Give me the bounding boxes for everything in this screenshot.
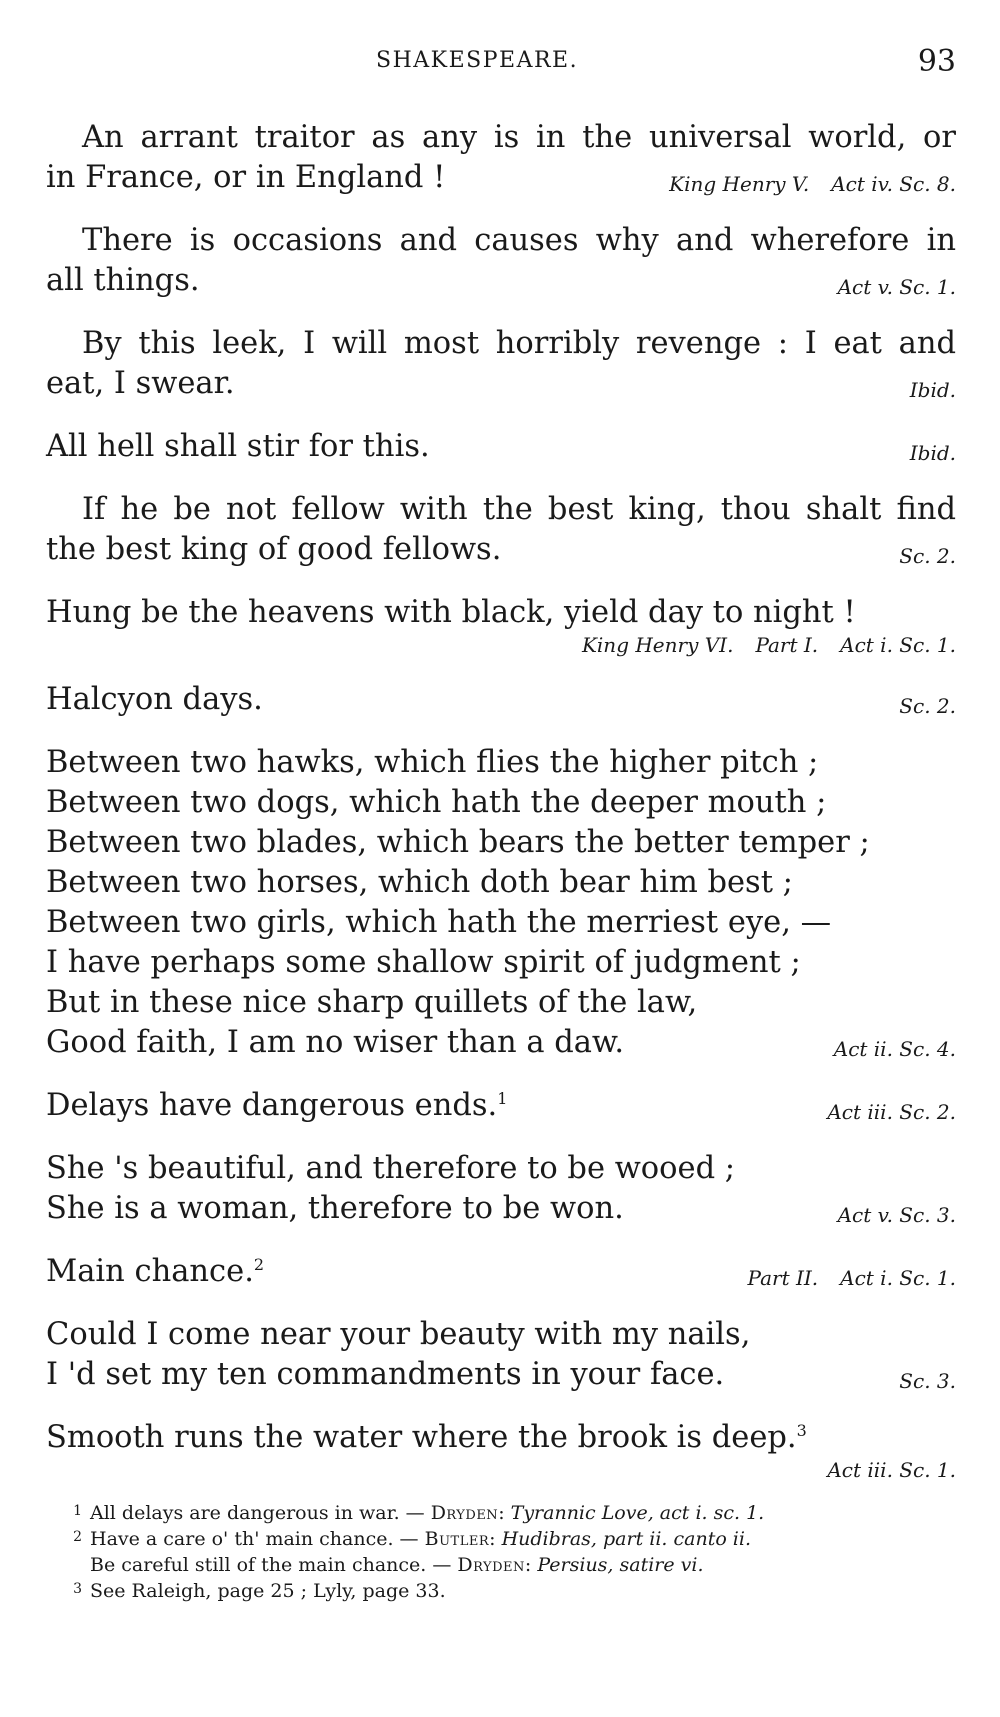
page-number: 93 [917, 44, 956, 79]
quotation-line [46, 427, 956, 467]
quotation-text: Between two blades, which bears the better temper ; [46, 825, 870, 860]
quotation-line [46, 1086, 956, 1126]
citation-part: Act iii. Sc. 1. [827, 1458, 956, 1482]
footnote-mark: 1 [73, 1503, 82, 1519]
footnote [46, 1552, 956, 1578]
running-head [46, 44, 956, 84]
quotation-line [46, 1149, 956, 1189]
citation-part: King Henry VI. [581, 633, 734, 657]
quotation [46, 1252, 956, 1292]
citation [46, 1458, 956, 1482]
quotation-line [46, 823, 956, 863]
footnote [46, 1526, 956, 1552]
quotation-text: Delays have dangerous ends. [46, 1088, 498, 1123]
quotation-line [46, 221, 956, 261]
quotation [46, 221, 956, 301]
footnote-text: Have a care o' th' main chance. — [90, 1528, 425, 1550]
footnotes [46, 1500, 956, 1604]
quotation-line [46, 943, 956, 983]
quotation-text: All hell shall stir for this. [46, 429, 430, 464]
quotation-line [46, 1189, 956, 1229]
quotation-text: There is occasions and causes why and wherefore in [82, 223, 956, 258]
book-page [46, 0, 956, 1717]
footnote-reference: 1 [497, 1088, 508, 1108]
quotation-line [46, 680, 956, 720]
footnote-text: Be careful still of the main chance. — [90, 1554, 458, 1576]
footnote-reference: 2 [253, 1254, 265, 1274]
quotation-text: Between two girls, which hath the merriest eye, — [46, 905, 832, 940]
quotation-text: eat, I swear. [46, 366, 235, 401]
citation-part: Act iv. Sc. 8. [831, 172, 956, 196]
quotation-line [46, 983, 956, 1023]
quotation-line [46, 1355, 956, 1395]
footnote-work: Persius, satire vi. [537, 1554, 704, 1576]
quotation-text: I have perhaps some shallow spirit of judgment ; [46, 945, 801, 980]
footnote-work: Tyrannic Love, act i. sc. 1. [510, 1502, 765, 1524]
quotation-text: Hung be the heavens with black, yield day to night ! [46, 595, 856, 630]
quotation [46, 1086, 956, 1126]
quotation-text: Between two hawks, which flies the higher pitch ; [46, 745, 819, 780]
citation [899, 544, 956, 568]
quotation-line [46, 1315, 956, 1355]
footnote-work: Hudibras, part ii. canto ii. [501, 1528, 752, 1550]
quotation-text: Smooth runs the water where the brook is deep. [46, 1420, 797, 1455]
citation-part: King Henry V. [669, 172, 810, 196]
quotation-line [46, 364, 956, 404]
citation-part: Act v. Sc. 3. [837, 1203, 956, 1227]
quotation-line [46, 743, 956, 783]
citation-part: Sc. 2. [899, 694, 956, 718]
quotation-line [46, 490, 956, 530]
footnote-author: Butler [424, 1528, 490, 1550]
citation-part: Ibid. [909, 378, 956, 402]
footnote-reference: 3 [796, 1420, 807, 1440]
quotation-text: the best king of good fellows. [46, 532, 502, 567]
quotation-text: If he be not fellow with the best king, thou shalt find [82, 492, 956, 527]
quotation [46, 593, 956, 657]
quotation [46, 1149, 956, 1229]
citation-part: Part II. [747, 1266, 819, 1290]
citation [838, 275, 956, 299]
citation-part: Part I. [755, 633, 819, 657]
footnote [46, 1500, 956, 1526]
footnote-text: See Raleigh, page 25 ; Lyly, page 33. [90, 1580, 446, 1602]
quotation-line [46, 903, 956, 943]
footnote [46, 1578, 956, 1604]
citation-part: Act v. Sc. 1. [837, 275, 956, 299]
citation-part: Ibid. [909, 441, 956, 465]
quotation-text: in France, or in England ! [46, 160, 446, 195]
quotation-text: An arrant traitor as any is in the universal world, or [82, 120, 956, 155]
citation [910, 378, 956, 402]
quotations-body [46, 118, 956, 1505]
quotation [46, 1418, 956, 1482]
footnote-mark: 3 [73, 1581, 82, 1597]
quotation-line [46, 783, 956, 823]
quotation [46, 743, 956, 1063]
footnote-mark: 2 [73, 1529, 82, 1545]
quotation-text: Could I come near your beauty with my nails, [46, 1317, 751, 1352]
citation [669, 172, 956, 196]
citation-part: Act i. Sc. 1. [840, 1266, 956, 1290]
quotation [46, 427, 956, 467]
quotation-line [46, 530, 956, 570]
citation [748, 1266, 956, 1290]
footnote-text: All delays are dangerous in war. — [90, 1502, 431, 1524]
quotation-line [46, 324, 956, 364]
citation-part: Act i. Sc. 1. [840, 633, 956, 657]
quotation-text: I 'd set my ten commandments in your face. [46, 1357, 725, 1392]
quotation-text: Between two horses, which doth bear him best ; [46, 865, 793, 900]
quotation [46, 1315, 956, 1395]
quotation-text: She is a woman, therefore to be won. [46, 1191, 624, 1226]
citation [834, 1037, 956, 1061]
citation [46, 633, 956, 657]
quotation [46, 680, 956, 720]
quotation-text: Between two dogs, which hath the deeper mouth ; [46, 785, 827, 820]
citation [838, 1203, 956, 1227]
quotation-line [46, 261, 956, 301]
citation [899, 694, 956, 718]
quotation-text: By this leek, I will most horribly revenge : I eat and [82, 326, 956, 361]
quotation-text: But in these nice sharp quillets of the law, [46, 985, 698, 1020]
citation [910, 441, 956, 465]
quotation [46, 324, 956, 404]
footnote-separator: : [498, 1502, 511, 1524]
quotation [46, 490, 956, 570]
quotation-text: all things. [46, 263, 200, 298]
footnote-separator: : [524, 1554, 538, 1576]
quotation-line [46, 118, 956, 158]
footnote-author: Dryden [430, 1502, 499, 1524]
quotation-line [46, 593, 956, 633]
quotation-text: She 's beautiful, and therefore to be wooed ; [46, 1151, 736, 1186]
running-title: SHAKESPEARE. [376, 48, 579, 73]
citation [899, 1369, 956, 1393]
citation [827, 1100, 956, 1124]
citation-part: Sc. 2. [899, 544, 956, 568]
quotation-line [46, 1023, 956, 1063]
citation-part: Act iii. Sc. 2. [827, 1100, 956, 1124]
citation-part: Act ii. Sc. 4. [833, 1037, 956, 1061]
quotation [46, 118, 956, 198]
quotation-text: Main chance. [46, 1254, 254, 1289]
quotation-text: Halcyon days. [46, 682, 263, 717]
quotation-line [46, 863, 956, 903]
quotation-line [46, 1418, 956, 1458]
footnote-separator: : [489, 1528, 502, 1550]
footnote-author: Dryden [457, 1554, 525, 1576]
quotation-text: Good faith, I am no wiser than a daw. [46, 1025, 625, 1060]
citation-part: Sc. 3. [899, 1369, 956, 1393]
